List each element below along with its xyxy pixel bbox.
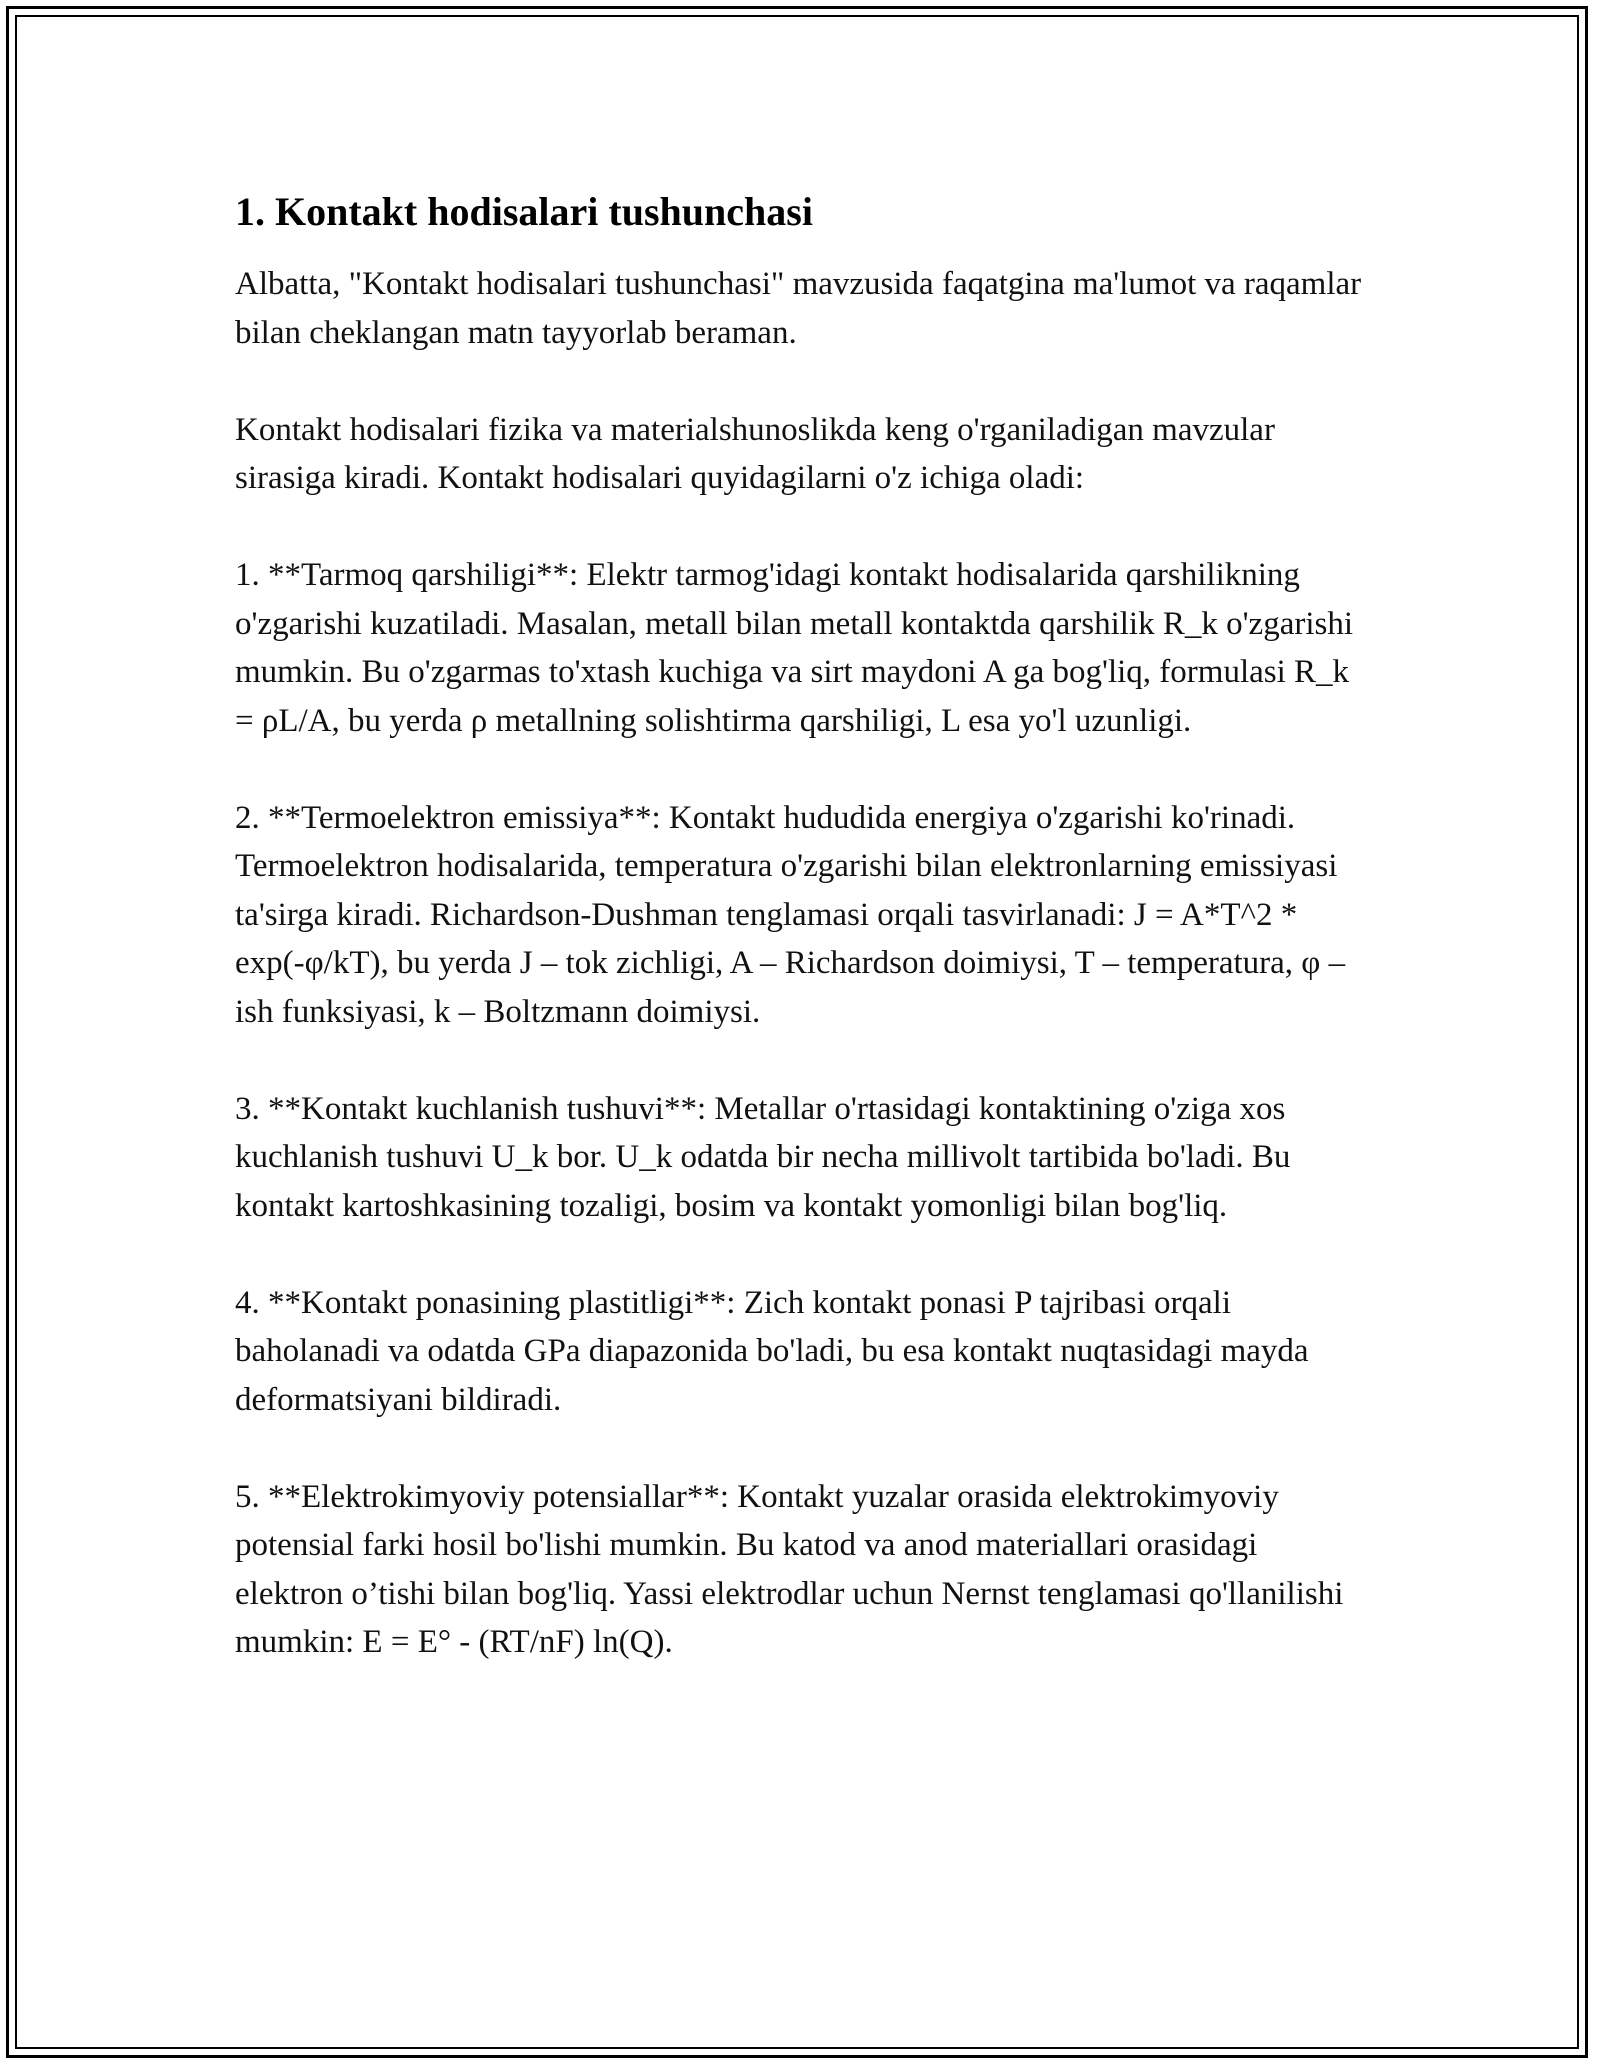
intro-paragraph: Albatta, "Kontakt hodisalari tushunchasi" mavzusida faqatgina ma'lumot va raqamlar bilan cheklangan matn tayyorlab beraman.	[235, 266, 1362, 351]
item-paragraph-1: 1. **Tarmoq qarshiligi**: Elektr tarmog'idagi kontakt hodisalarida qarshilikning o'zgarishi kuzatiladi. Masalan, metall bilan metall kontaktda qarshilik R_k o'zgarishi mumkin. Bu o'zgarmas to'xtash kuchiga va sirt maydoni A ga bog'liq, formulasi R_k = ρL/A, bu yerda ρ metallning solishtirma qarshiligi, L esa yo'l uzunligi.	[235, 557, 1354, 739]
item-paragraph-4: 4. **Kontakt ponasining plastitligi**: Zich kontakt ponasi P tajribasi orqali baholanadi va odatda GPa diapazonida bo'ladi, bu esa kontakt nuqtasidagi mayda deformatsiyani bildiradi.	[235, 1284, 1309, 1418]
item-paragraph-2: 2. **Termoelektron emissiya**: Kontakt hududida energiya o'zgarishi ko'rinadi. Termoelektron hodisalarida, temperatura o'zgarishi bilan elektronlarning emissiyasi ta'sirga kiradi. Richardson-Dushman tenglamasi orqali tasvirlanadi: J = A*T^2 * exp(-φ/kT), bu yerda J – tok zichligi, A – Richardson doimiysi, T – temperatura, φ – ish funksiyasi, k – Boltzmann doimiysi.	[235, 799, 1346, 1030]
item-paragraph-5: 5. **Elektrokimyoviy potensiallar**: Kontakt yuzalar orasida elektrokimyoviy potensial farki hosil bo'lishi mumkin. Bu katod va anod materiallari orasidagi elektron o’tishi bilan bog'liq. Yassi elektrodlar uchun Nernst tenglamasi qo'llanilishi mumkin: E = E° - (RT/nF) ln(Q).	[235, 1478, 1344, 1660]
section-heading: 1. Kontakt hodisalari tushunchasi	[235, 189, 813, 234]
item-paragraph-3: 3. **Kontakt kuchlanish tushuvi**: Metallar o'rtasidagi kontaktining o'ziga xos kuchlanish tushuvi U_k bor. U_k odatda bir necha millivolt tartibida bo'ladi. Bu kontakt kartoshkasining tozaligi, bosim va kontakt yomonligi bilan bog'liq.	[235, 1090, 1291, 1224]
document-body	[235, 186, 1365, 1715]
overview-paragraph: Kontakt hodisalari fizika va materialshunoslikda keng o'rganiladigan mavzular sirasiga kiradi. Kontakt hodisalari quyidagilarni o'z ichiga oladi:	[235, 411, 1275, 496]
